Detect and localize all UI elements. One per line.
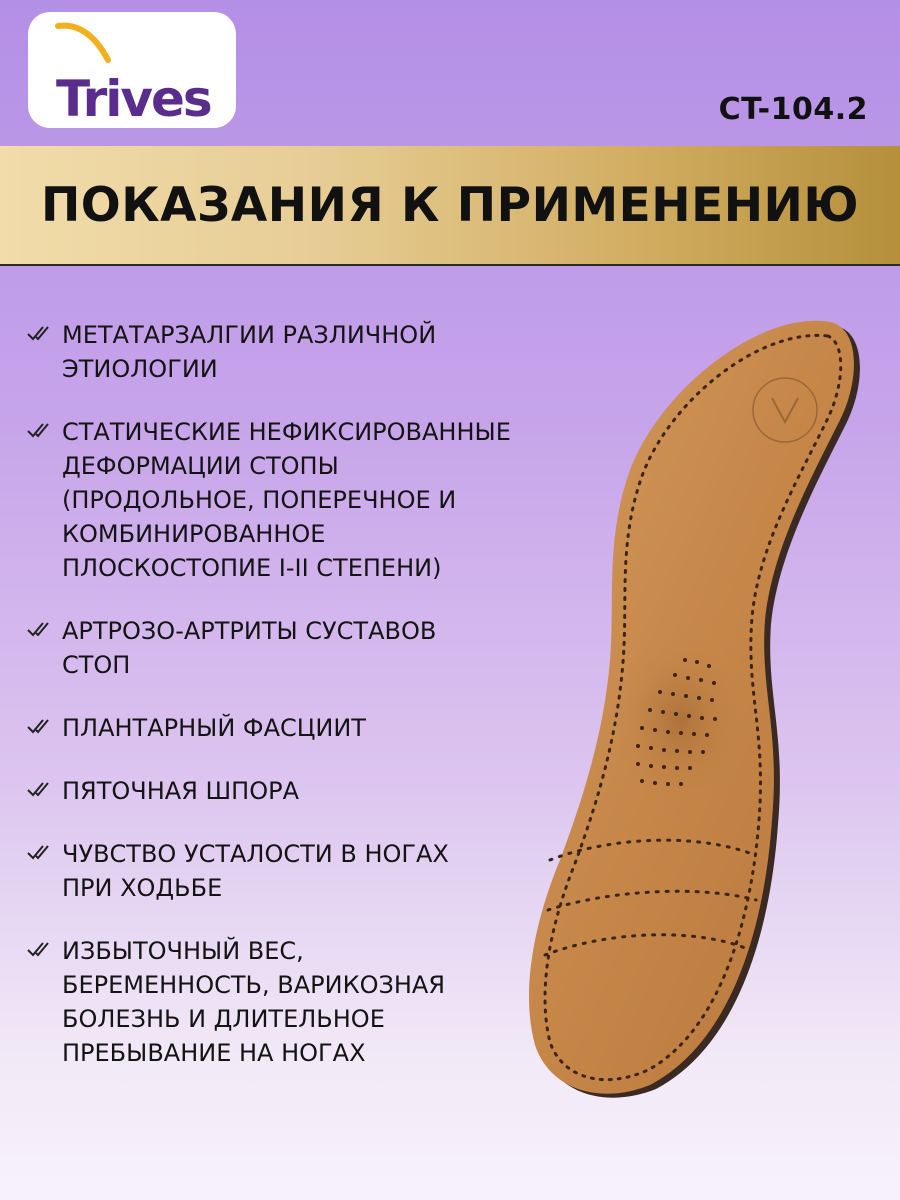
list-item	[26, 318, 526, 386]
list-item-text: МЕТАТАРЗАЛГИИ РАЗЛИЧНОЙ ЭТИОЛОГИИ	[62, 321, 437, 383]
brand-logo	[28, 12, 236, 128]
list-item	[26, 711, 526, 745]
logo-text: Trives	[56, 70, 211, 128]
list-item	[26, 934, 526, 1070]
model-code: CT-104.2	[718, 92, 868, 127]
list-item	[26, 614, 526, 682]
double-check-icon	[26, 323, 52, 343]
indications-list	[26, 318, 526, 1099]
double-check-icon	[26, 420, 52, 440]
banner-title: ПОКАЗАНИЯ К ПРИМЕНЕНИЮ	[40, 177, 860, 233]
title-banner	[0, 146, 900, 266]
list-item-text: ПЯТОЧНАЯ ШПОРА	[62, 777, 299, 805]
double-check-icon	[26, 716, 52, 736]
double-check-icon	[26, 779, 52, 799]
insole-image	[510, 300, 880, 1100]
list-item-text: СТАТИЧЕСКИЕ НЕФИКСИРОВАННЫЕ ДЕФОРМАЦИИ СТОПЫ (ПРОДОЛЬНОЕ, ПОПЕРЕЧНОЕ И КОМБИНИРОВАННОЕ ПЛОСКОСТОПИЕ I-II СТЕПЕНИ)	[62, 418, 511, 582]
list-item	[26, 837, 526, 905]
list-item	[26, 415, 526, 585]
double-check-icon	[26, 939, 52, 959]
list-item-text: ПЛАНТАРНЫЙ ФАСЦИИТ	[62, 714, 366, 742]
double-check-icon	[26, 619, 52, 639]
list-item-text: ИЗБЫТОЧНЫЙ ВЕС, БЕРЕМЕННОСТЬ, ВАРИКОЗНАЯ БОЛЕЗНЬ И ДЛИТЕЛЬНОЕ ПРЕБЫВАНИЕ НА НОГАХ	[62, 937, 446, 1067]
list-item	[26, 774, 526, 808]
double-check-icon	[26, 842, 52, 862]
list-item-text: АРТРОЗО-АРТРИТЫ СУСТАВОВ СТОП	[62, 617, 437, 679]
list-item-text: ЧУВСТВО УСТАЛОСТИ В НОГАХ ПРИ ХОДЬБЕ	[62, 840, 449, 902]
